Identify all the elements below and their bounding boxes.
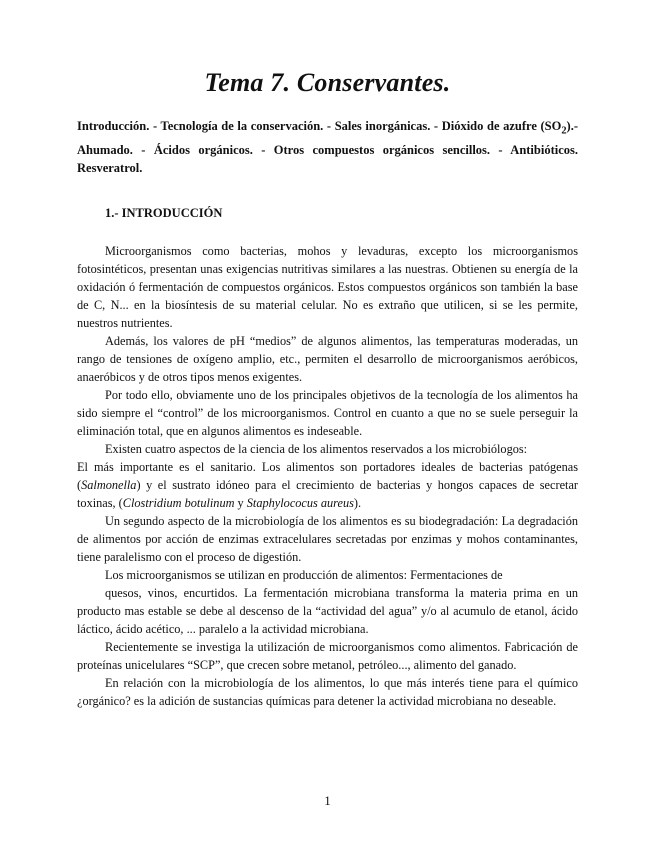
page-number: 1 [324, 793, 331, 808]
paragraph-4: Existen cuatro aspectos de la ciencia de los alimentos reservados a los microbiólogos: [105, 442, 528, 456]
species-clostridium: Clostridium botulinum [122, 496, 235, 510]
paragraph-3: Por todo ello, obviamente uno de los principales objetivos de la tecnología de los alimentos ha sido siempre el “control” de los microorganismos. Control en cuanto a que no se suele perseguir la eliminación total, que en algunos alimentos es indeseable. [77, 388, 578, 438]
paragraph-5-text-c: ) y el sustrato idóneo para el crecimiento de bacterias y hongos capaces de secretar toxinas, ( [77, 478, 578, 510]
species-salmonella: Salmonella [81, 478, 137, 492]
topic-summary [77, 117, 578, 177]
paragraph-5-text-e: y [234, 496, 247, 510]
paragraph-8: quesos, vinos, encurtidos. La fermentación microbiana transforma la materia prima en un producto mas estable se debe al descenso de la “actividad del agua” y/o al acumulo de etanol, ácido láctico, ácido acético, ... paralelo a la actividad microbiana. [77, 586, 578, 636]
paragraph-5 [77, 458, 578, 512]
paragraph-10: En relación con la microbiología de los alimentos, lo que más interés tiene para el químico ¿orgánico? es la adición de sustancias químicas para detener la actividad microbiana no deseable. [77, 676, 578, 708]
document-title: Tema 7. Conservantes. [204, 68, 451, 97]
section-heading: 1.- INTRODUCCIÓN [105, 206, 223, 220]
paragraph-1: Microorganismos como bacterias, mohos y levaduras, excepto los microorganismos fotosintéticos, presentan unas exigencias nutritivas similares a las nuestras. Obtienen su energía de la oxidación ó fermentación de compuestos orgánicos. Estos compuestos orgánicos son también la base de C, N... en la biosíntesis de su material celular. No es extraño que utilicen, si se les permite, nuestros nutrientes. [77, 244, 578, 330]
body-text [77, 242, 578, 710]
paragraph-7: Los microorganismos se utilizan en producción de alimentos: Fermentaciones de [105, 568, 503, 582]
summary-subscript: 2 [561, 125, 567, 137]
summary-text-part1: Introducción. - Tecnología de la conservación. - Sales inorgánicas. - Dióxido de azufre (SO [77, 119, 562, 133]
species-staphylococus: Staphylococus aureus [246, 496, 354, 510]
paragraph-5-text-g: ). [353, 496, 362, 510]
paragraph-6: Un segundo aspecto de la microbiología de los alimentos es su biodegradación: La degradación de alimentos por acción de enzimas extracelulares secretadas por enzimas y mohos contaminantes, tiene paralelismo con el proceso de digestión. [77, 514, 578, 564]
summary-text-part2: ).- Ahumado. - Ácidos orgánicos. - Otros compuestos orgánicos sencillos. - Antibióticos. Resveratrol. [77, 119, 578, 175]
paragraph-5-text-a: El más importante es el sanitario. Los alimentos son portadores ideales de bacterias patógenas ( [77, 460, 578, 492]
paragraph-9: Recientemente se investiga la utilización de microorganismos como alimentos. Fabricación de proteínas unicelulares “SCP”, que crecen sobre metanol, petróleo..., alimento del ganado. [77, 640, 578, 672]
paragraph-2: Además, los valores de pH “medios” de algunos alimentos, las temperaturas moderadas, un rango de tensiones de oxígeno amplio, etc., permiten el desarrollo de microorganismos aeróbicos, anaeróbicos y de otros tipos menos exigentes. [77, 334, 578, 384]
